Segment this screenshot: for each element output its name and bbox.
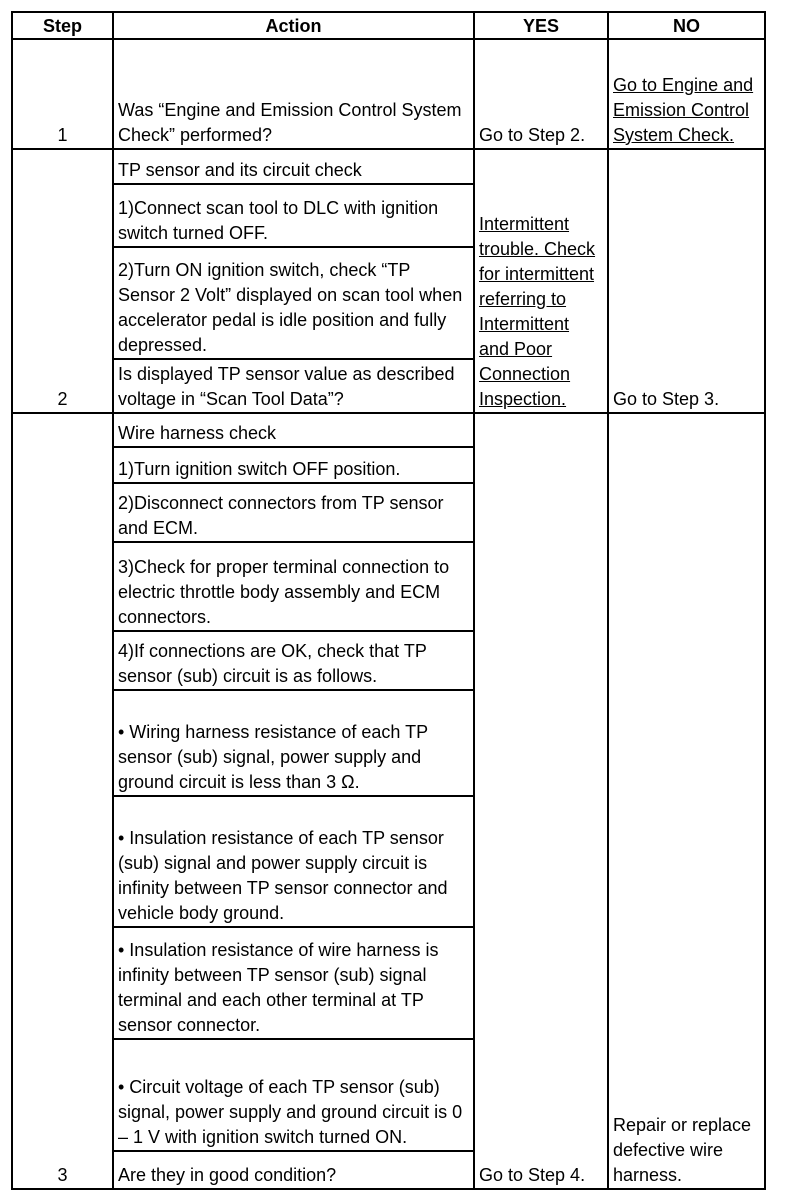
header-row — [12, 12, 765, 39]
step-action: 2)Disconnect connectors from TP sensor and ECM. — [113, 483, 474, 542]
yes-result-cell — [474, 149, 608, 413]
step-1-row — [12, 39, 765, 149]
step-number: 2 — [12, 149, 113, 413]
step-action: 4)If connections are OK, check that TP sensor (sub) circuit is as follows. — [113, 631, 474, 690]
header-step: Step — [12, 12, 113, 39]
step-action: 3)Check for proper terminal connection to electric throttle body assembly and ECM connectors. — [113, 542, 474, 631]
no-result: Repair or replace defective wire harness. — [608, 413, 765, 1189]
step-2-row — [12, 149, 765, 184]
engine-check-link[interactable]: Go to Engine and Emission Control System Check. — [613, 75, 754, 145]
header-yes: YES — [474, 12, 608, 39]
step-action: TP sensor and its circuit check — [113, 149, 474, 184]
header-action: Action — [113, 12, 474, 39]
step-action: Wire harness check — [113, 413, 474, 447]
step-action: • Insulation resistance of each TP sensor (sub) signal and power supply circuit is infinity between TP sensor connector and vehicle body ground. — [113, 796, 474, 927]
yes-result: Go to Step 4. — [474, 413, 608, 1189]
step-action: 2)Turn ON ignition switch, check “TP Sensor 2 Volt” displayed on scan tool when accelerator pedal is idle position and fully depressed. — [113, 247, 474, 359]
step-3-row — [12, 413, 765, 447]
diagnostic-flow-table — [11, 11, 766, 1190]
step-action: • Insulation resistance of wire harness is infinity between TP sensor (sub) signal terminal and each other terminal at TP sensor connector. — [113, 927, 474, 1039]
step-action: • Wiring harness resistance of each TP sensor (sub) signal, power supply and ground circuit is less than 3 Ω. — [113, 690, 474, 796]
step-action: Are they in good condition? — [113, 1151, 474, 1189]
step-action: 1)Turn ignition switch OFF position. — [113, 447, 474, 483]
step-action: Is displayed TP sensor value as described voltage in “Scan Tool Data”? — [113, 359, 474, 413]
yes-result: Go to Step 2. — [474, 39, 608, 149]
no-result: Go to Step 3. — [608, 149, 765, 413]
step-number: 3 — [12, 413, 113, 1189]
step-action: 1)Connect scan tool to DLC with ignition switch turned OFF. — [113, 184, 474, 247]
intermittent-inspection-link[interactable]: Intermittent trouble. Check for intermittent referring to Intermittent and Poor Connection Inspection. — [479, 214, 596, 409]
header-no: NO — [608, 12, 765, 39]
step-action: Was “Engine and Emission Control System Check” performed? — [113, 39, 474, 149]
step-action: • Circuit voltage of each TP sensor (sub) signal, power supply and ground circuit is 0 – 1 V with ignition switch turned ON. — [113, 1039, 474, 1151]
no-result-cell — [608, 39, 765, 149]
step-number: 1 — [12, 39, 113, 149]
